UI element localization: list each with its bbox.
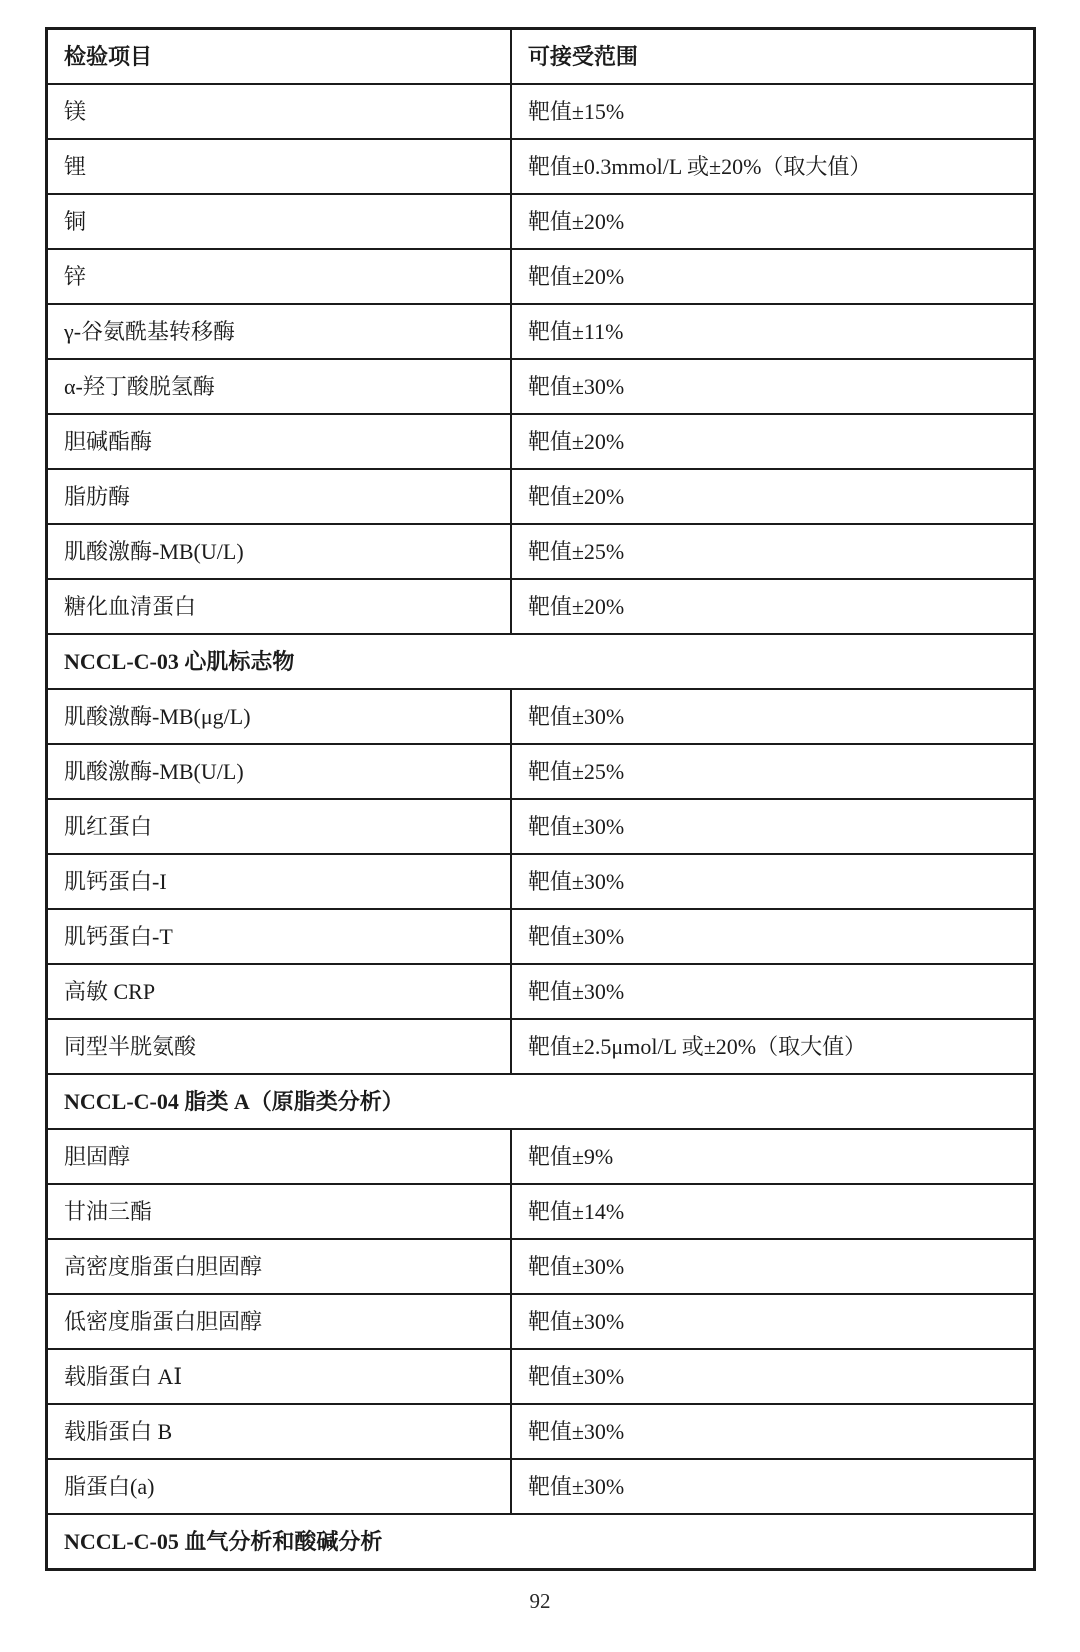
test-item-cell: 脂肪酶	[47, 469, 511, 524]
test-item-cell: 高密度脂蛋白胆固醇	[47, 1239, 511, 1294]
acceptance-range-table	[45, 27, 1036, 1571]
test-item-cell: 糖化血清蛋白	[47, 579, 511, 634]
table-body	[47, 84, 1035, 1570]
table-row	[47, 414, 1035, 469]
test-item-cell: 铜	[47, 194, 511, 249]
test-item-cell: 肌酸激酶-MB(μg/L)	[47, 689, 511, 744]
table-row	[47, 799, 1035, 854]
section-header-label: NCCL-C-03 心肌标志物	[47, 634, 1035, 689]
test-item-cell: 脂蛋白(a)	[47, 1459, 511, 1514]
section-header-label: NCCL-C-05 血气分析和酸碱分析	[47, 1514, 1035, 1570]
table-row	[47, 744, 1035, 799]
acceptable-range-cell: 靶值±20%	[511, 194, 1035, 249]
table-row	[47, 1404, 1035, 1459]
table-row	[47, 139, 1035, 194]
acceptable-range-cell: 靶值±30%	[511, 854, 1035, 909]
section-header-label: NCCL-C-04 脂类 A（原脂类分析）	[47, 1074, 1035, 1129]
test-item-cell: γ-谷氨酰基转移酶	[47, 304, 511, 359]
acceptable-range-cell: 靶值±20%	[511, 469, 1035, 524]
table-row	[47, 249, 1035, 304]
test-item-cell: 肌钙蛋白-I	[47, 854, 511, 909]
acceptable-range-cell: 靶值±30%	[511, 689, 1035, 744]
acceptable-range-cell: 靶值±20%	[511, 579, 1035, 634]
table-row	[47, 1184, 1035, 1239]
test-item-cell: 锂	[47, 139, 511, 194]
test-item-cell: α-羟丁酸脱氢酶	[47, 359, 511, 414]
test-item-cell: 高敏 CRP	[47, 964, 511, 1019]
column-header-range: 可接受范围	[511, 29, 1035, 85]
table-row	[47, 1349, 1035, 1404]
table-row	[47, 524, 1035, 579]
page-number: 92	[529, 1589, 551, 1613]
section-header-row	[47, 1514, 1035, 1570]
acceptable-range-cell: 靶值±15%	[511, 84, 1035, 139]
test-item-cell: 肌红蛋白	[47, 799, 511, 854]
test-item-cell: 甘油三酯	[47, 1184, 511, 1239]
test-item-cell: 肌酸激酶-MB(U/L)	[47, 524, 511, 579]
table-row	[47, 1459, 1035, 1514]
table-row	[47, 1239, 1035, 1294]
acceptable-range-cell: 靶值±0.3mmol/L 或±20%（取大值）	[511, 139, 1035, 194]
acceptable-range-cell: 靶值±2.5μmol/L 或±20%（取大值）	[511, 1019, 1035, 1074]
test-item-cell: 同型半胱氨酸	[47, 1019, 511, 1074]
table-row	[47, 854, 1035, 909]
column-header-item: 检验项目	[47, 29, 511, 85]
table-row	[47, 469, 1035, 524]
table-row	[47, 909, 1035, 964]
test-item-cell: 肌酸激酶-MB(U/L)	[47, 744, 511, 799]
test-item-cell: 胆碱酯酶	[47, 414, 511, 469]
table-row	[47, 1129, 1035, 1184]
acceptable-range-cell: 靶值±11%	[511, 304, 1035, 359]
table-row	[47, 194, 1035, 249]
table-row	[47, 1294, 1035, 1349]
acceptable-range-cell: 靶值±25%	[511, 524, 1035, 579]
acceptable-range-cell: 靶值±20%	[511, 249, 1035, 304]
section-header-row	[47, 1074, 1035, 1129]
test-item-cell: 胆固醇	[47, 1129, 511, 1184]
test-item-cell: 锌	[47, 249, 511, 304]
table-row	[47, 84, 1035, 139]
table-row	[47, 1019, 1035, 1074]
table-row	[47, 304, 1035, 359]
acceptable-range-cell: 靶值±30%	[511, 799, 1035, 854]
test-item-cell: 载脂蛋白 B	[47, 1404, 511, 1459]
table-row	[47, 964, 1035, 1019]
acceptable-range-cell: 靶值±30%	[511, 909, 1035, 964]
acceptable-range-cell: 靶值±14%	[511, 1184, 1035, 1239]
acceptable-range-cell: 靶值±9%	[511, 1129, 1035, 1184]
acceptable-range-cell: 靶值±20%	[511, 414, 1035, 469]
table-row	[47, 579, 1035, 634]
acceptable-range-cell: 靶值±30%	[511, 1349, 1035, 1404]
test-item-cell: 镁	[47, 84, 511, 139]
acceptable-range-cell: 靶值±30%	[511, 1459, 1035, 1514]
acceptable-range-cell: 靶值±30%	[511, 1294, 1035, 1349]
test-item-cell: 肌钙蛋白-T	[47, 909, 511, 964]
table-row	[47, 689, 1035, 744]
table-row	[47, 359, 1035, 414]
table-header-row	[47, 29, 1035, 85]
acceptable-range-cell: 靶值±30%	[511, 1239, 1035, 1294]
acceptable-range-cell: 靶值±30%	[511, 359, 1035, 414]
section-header-row	[47, 634, 1035, 689]
acceptable-range-cell: 靶值±30%	[511, 1404, 1035, 1459]
test-item-cell: 低密度脂蛋白胆固醇	[47, 1294, 511, 1349]
acceptable-range-cell: 靶值±30%	[511, 964, 1035, 1019]
test-item-cell: 载脂蛋白 AⅠ	[47, 1349, 511, 1404]
acceptable-range-cell: 靶值±25%	[511, 744, 1035, 799]
